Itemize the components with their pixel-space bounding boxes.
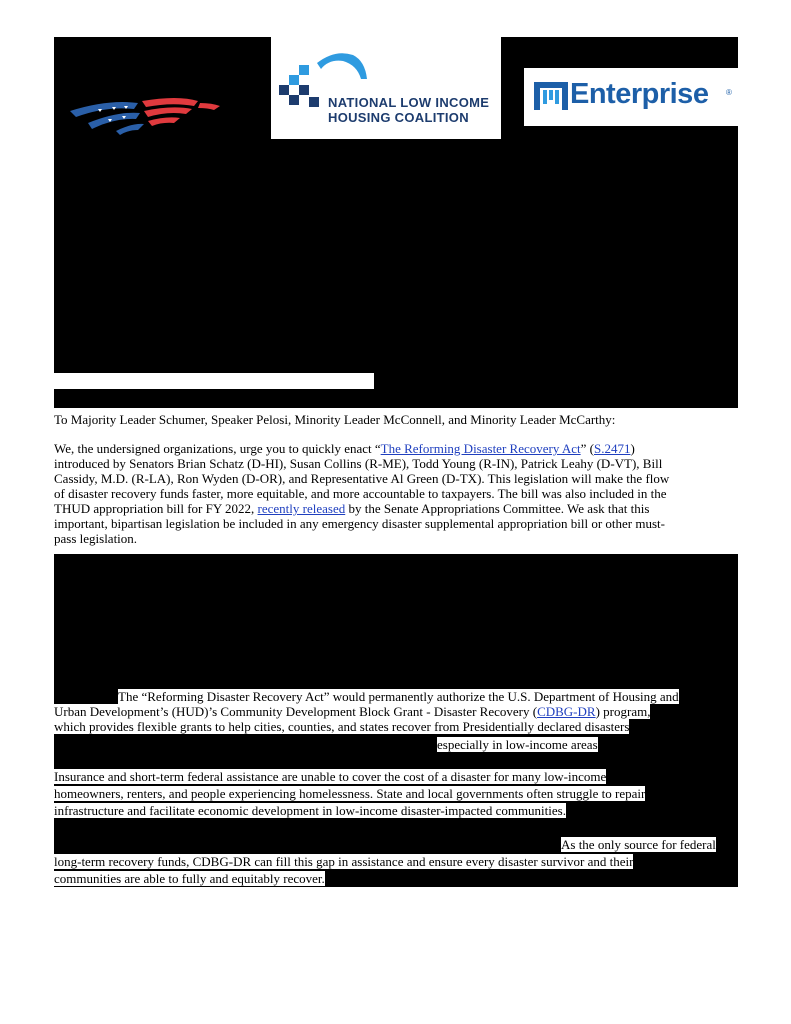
p2-line-2b: ) program, — [595, 704, 651, 719]
reforming-act-link[interactable]: The Reforming Disaster Recovery Act — [380, 441, 581, 456]
p1-text-1: We, the undersigned organizations, urge you to quickly enact “ — [54, 441, 381, 456]
enterprise-mark-icon — [534, 82, 568, 110]
p4-line-3: communities are able to fully and equitably recover. — [54, 871, 325, 886]
p1-line-4: of disaster recovery funds faster, more equitable, and more accountable to taxpayers. The bill was also included in the — [54, 486, 667, 501]
p2-line-2a: Urban Development’s (HUD)’s Community Development Block Grant - Disaster Recovery ( — [54, 704, 538, 719]
p3-line-3: infrastructure and facilitate economic development in low-income disaster-impacted communities. — [54, 803, 566, 818]
registered-mark: ® — [726, 88, 732, 97]
recently-released-link[interactable]: recently released — [257, 501, 346, 516]
p2-line-3: which provides flexible grants to help cities, counties, and states recover from Presidentially declared disasters — [54, 719, 630, 734]
s2471-link[interactable]: S.2471 — [594, 441, 631, 456]
flag-logo — [68, 97, 223, 143]
enterprise-logo — [524, 68, 738, 126]
p3-line-2: homeowners, renters, and people experiencing homelessness. State and local governments often struggle to repair — [54, 786, 646, 801]
nlihc-logo — [271, 37, 501, 139]
p1-text-7b: by the Senate Appropriations Committee. We ask that this — [345, 501, 650, 516]
p3-line-1: Insurance and short-term federal assistance are unable to cover the cost of a disaster for many low-income — [54, 769, 607, 784]
p1-text-2: ” ( — [580, 441, 594, 456]
white-bar — [54, 373, 374, 389]
p1-line-7: pass legislation. — [54, 531, 138, 546]
p2-line-1: The “Reforming Disaster Recovery Act” would permanently authorize the U.S. Department of Housing and — [118, 689, 679, 704]
p1-line-2: introduced by Senators Brian Schatz (D-HI), Susan Collins (R-ME), Todd Young (R-IN), Patrick Leahy (D-VT), Bill — [54, 456, 663, 471]
nlihc-name-line1: NATIONAL LOW INCOME — [328, 95, 490, 110]
p4-line-1: As the only source for federal — [561, 837, 716, 852]
p1-line-6: important, bipartisan legislation be included in any emergency disaster supplemental appropriation bill or other must- — [54, 516, 665, 531]
p1-text-7a: THUD appropriation bill for FY 2022, — [54, 501, 258, 516]
nlihc-name-line2: HOUSING COALITION — [328, 110, 469, 125]
p2-line-4: especially in low-income areas — [437, 737, 598, 752]
cdbg-dr-link[interactable]: CDBG-DR — [537, 704, 596, 719]
p1-text-3: ) — [630, 441, 635, 456]
enterprise-wordmark: Enterprise — [570, 78, 709, 110]
p1-line-3: Cassidy, M.D. (R-LA), Ron Wyden (D-OR), and Representative Al Green (D-TX). This legislation will make the flow — [54, 471, 670, 486]
p4-line-2: long-term recovery funds, CDBG-DR can fill this gap in assistance and ensure every disaster survivor and their — [54, 854, 634, 869]
salutation: To Majority Leader Schumer, Speaker Pelosi, Minority Leader McConnell, and Minority Leader McCarthy: — [54, 412, 616, 427]
